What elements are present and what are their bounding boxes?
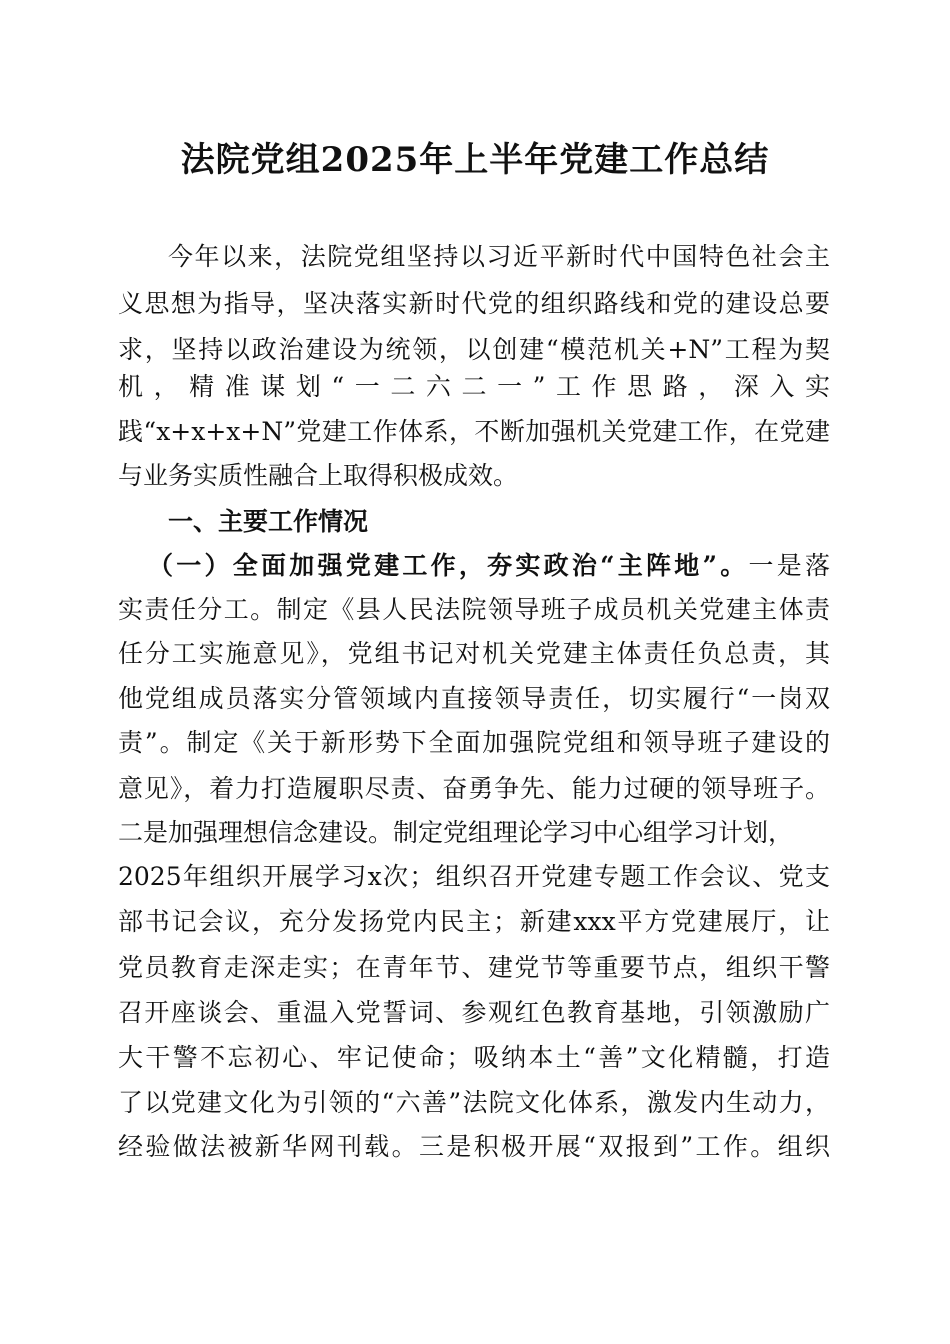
body-line: 召开座谈会、重温入党誓词、参观红色教育基地，引领激励广 [118,998,830,1027]
intro-line: 求，坚持以政治建设为统领，以创建“模范机关+N”工程为契 [118,335,830,364]
body-line: 二是加强理想信念建设。制定党组理论学习中心组学习计划， [118,818,794,847]
document-title: 法院党组2025年上半年党建工作总结 [180,140,770,180]
intro-line: 与业务实质性融合上取得积极成效。 [118,461,519,490]
intro-line: 践“x+x+x+N”党建工作体系，不断加强机关党建工作，在党建 [118,417,830,446]
intro-line: 机，精准谋划“一二六二一”工作思路，深入实 [118,372,830,401]
body-line: 责”。制定《关于新形势下全面加强院党组和领导班子建设的 [118,728,830,757]
intro-line: 义思想为指导，坚决落实新时代党的组织路线和党的建设总要 [118,289,830,318]
body-line: 他党组成员落实分管领域内直接领导责任，切实履行“一岗双 [118,684,830,713]
subsection-heading: （一）全面加强党建工作，夯实政治“主阵地”。 [148,551,749,580]
body-line: 任分工实施意见》，党组书记对机关党建主体责任负总责，其 [118,639,830,668]
body-line: 实责任分工。制定《县人民法院领导班子成员机关党建主体责 [118,595,830,624]
intro-line: 今年以来，法院党组坚持以习近平新时代中国特色社会主 [168,242,830,271]
body-line: 部书记会议，充分发扬党内民主；新建xxx平方党建展厅，让 [118,907,830,936]
subsection-line-rest: 一是落 [748,551,830,580]
body-line: 党员教育走深走实；在青年节、建党节等重要节点，组织干警 [118,953,830,982]
body-line: 了以党建文化为引领的“六善”法院文化体系，激发内生动力， [118,1088,830,1117]
body-line: 意见》，着力打造履职尽责、奋勇争先、能力过硬的领导班子。 [118,774,830,803]
subsection-first-line [148,542,830,590]
body-line: 大干警不忘初心、牢记使命；吸纳本土“善”文化精髓，打造 [118,1043,830,1072]
body-line: 2025年组织开展学习x次；组织召开党建专题工作会议、党支 [118,862,830,891]
section-heading: 一、主要工作情况 [168,507,369,536]
body-line: 经验做法被新华网刊载。三是积极开展“双报到”工作。组织 [118,1132,830,1161]
